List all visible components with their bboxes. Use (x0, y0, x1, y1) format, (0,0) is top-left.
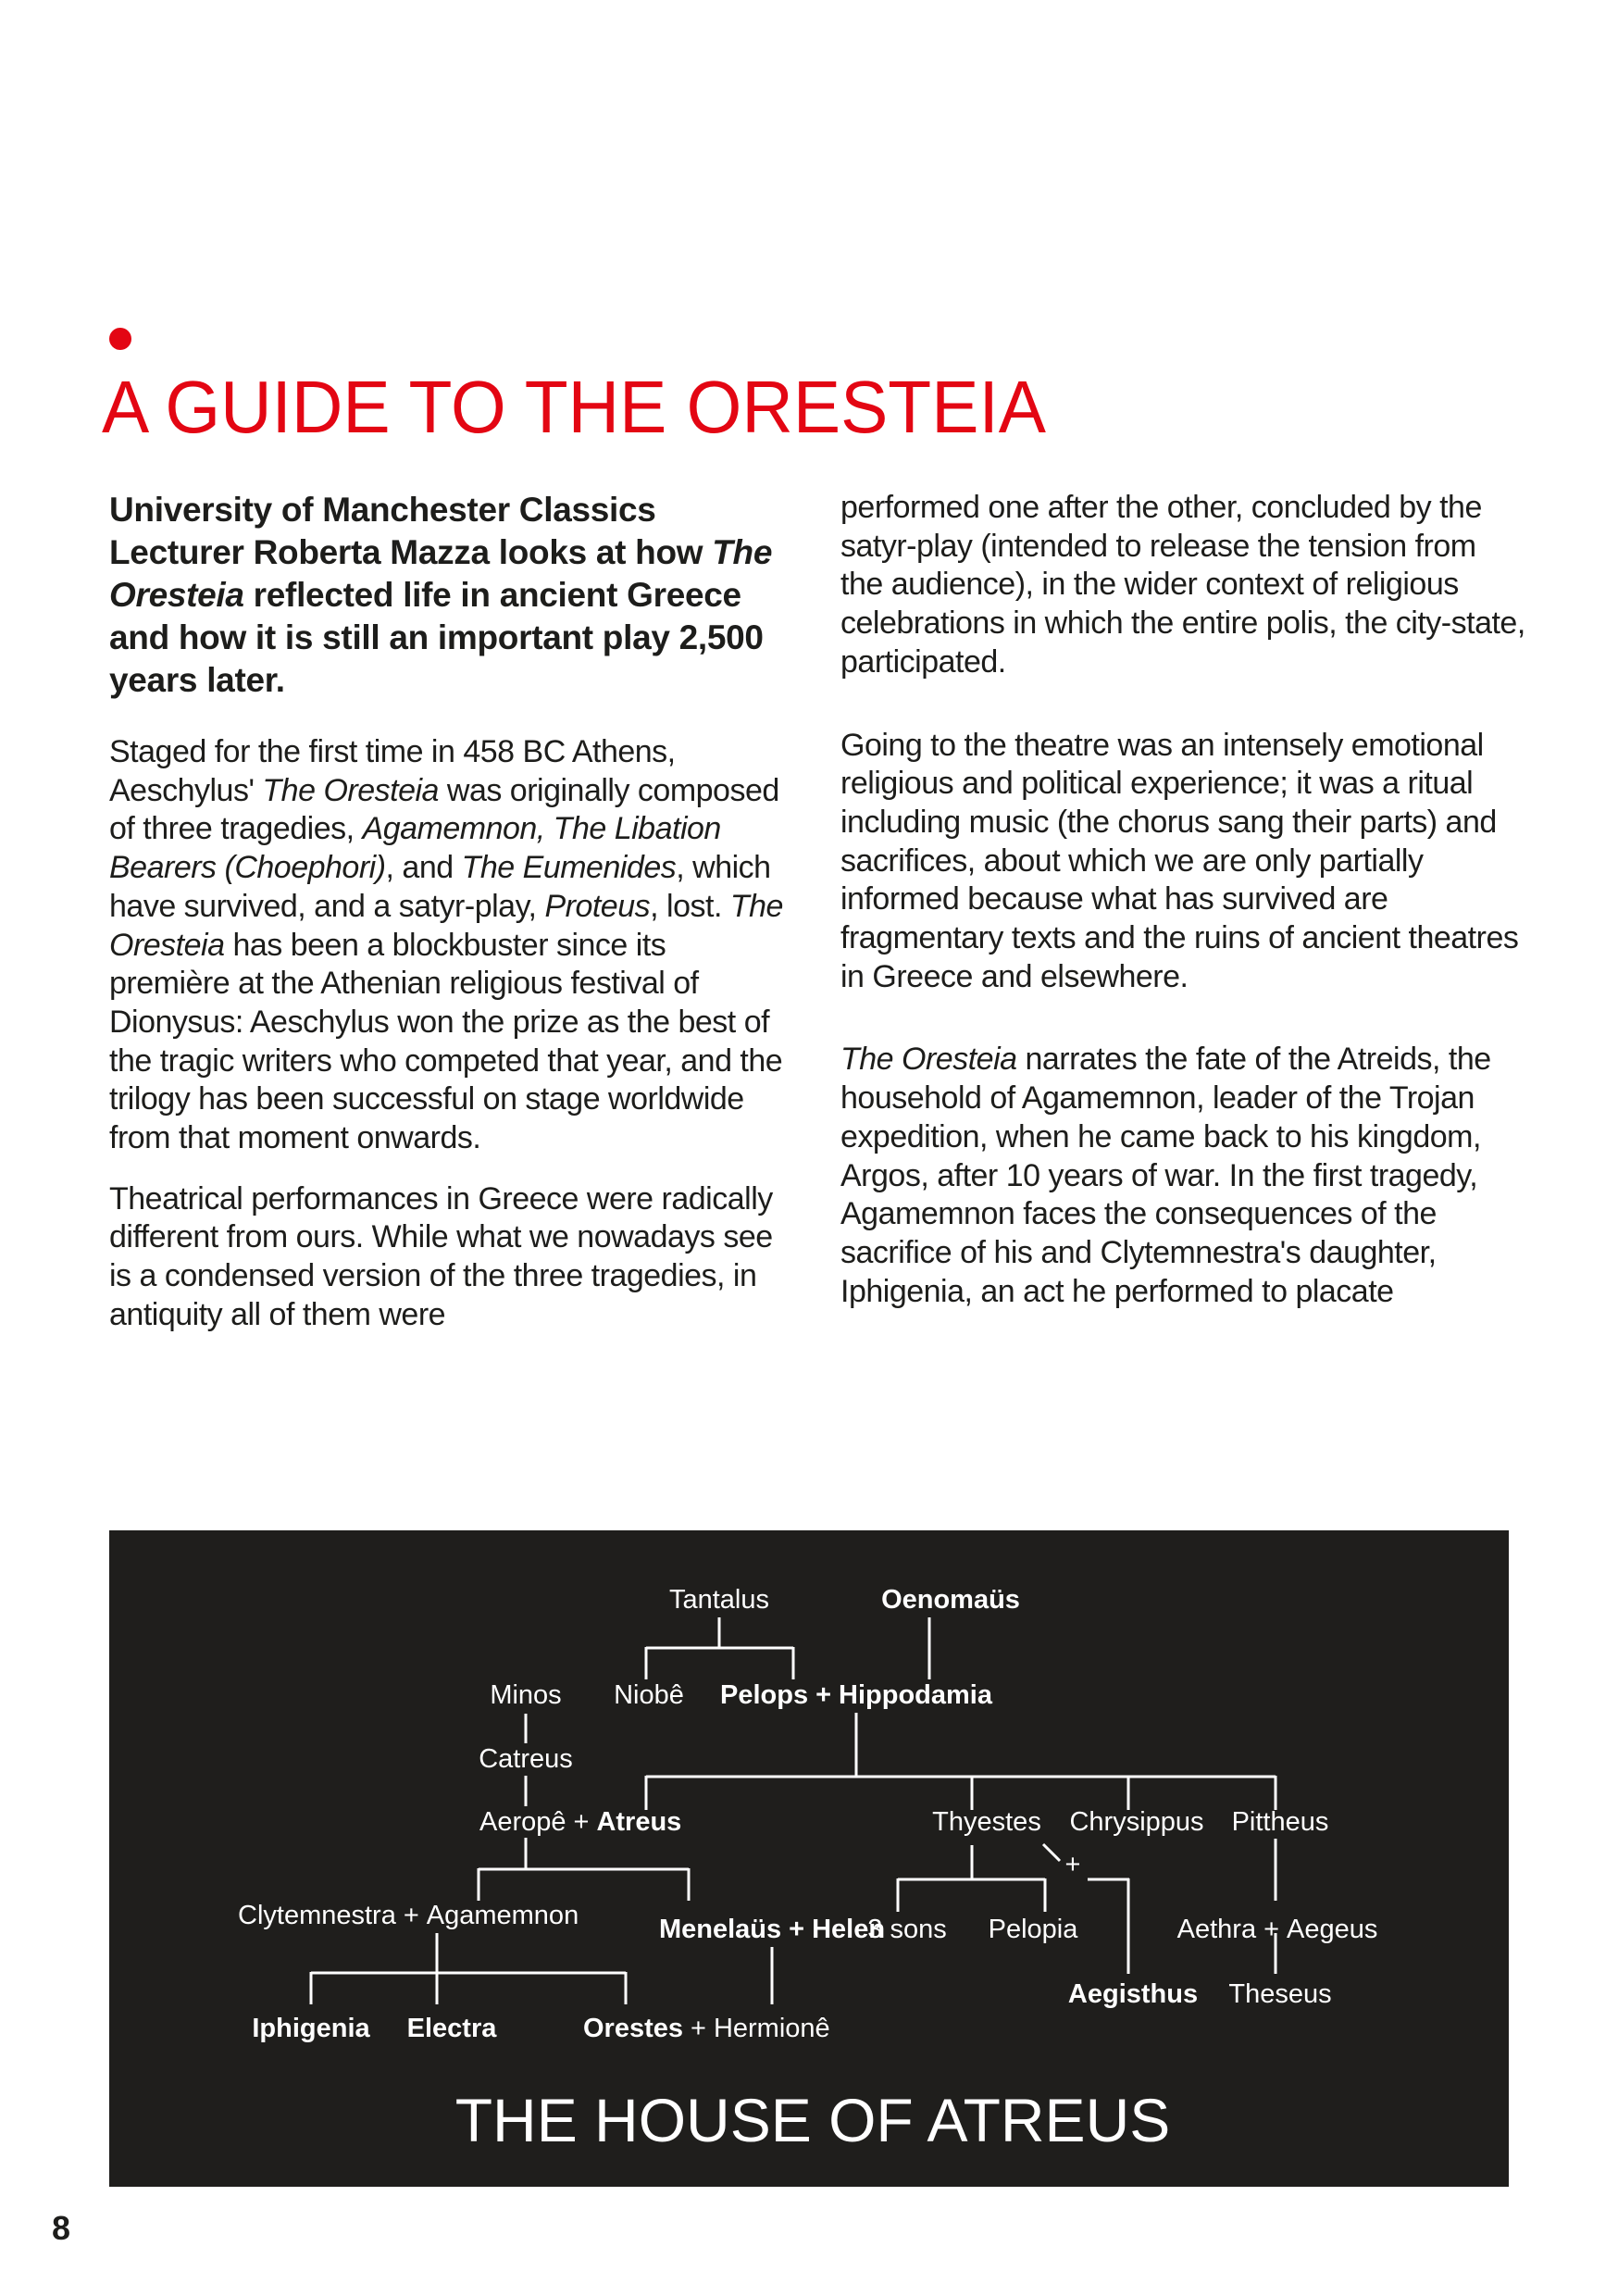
left-column (109, 489, 794, 1363)
body-paragraph: Theatrical performances in Greece were radically different from ours. While what we nowadays see is a condensed version of the three tragedies, in antiquity all of them were (109, 1180, 773, 1332)
lead-text: University of Manchester Classics Lecturer Roberta Mazza looks at how (109, 491, 713, 571)
person-catreus: Catreus (479, 1744, 573, 1774)
lead-paragraph (109, 489, 794, 702)
person-niobe: Niobê (614, 1680, 684, 1710)
red-bullet-icon (109, 328, 131, 350)
family-tree-title: THE HOUSE OF ATREUS (454, 2086, 1171, 2154)
person-pelopia: Pelopia (988, 1915, 1078, 1944)
family-tree-diagram (109, 1530, 1509, 2187)
couple-aethra-aegeus: Aethra + Aegeus (1176, 1915, 1378, 1944)
person-thyestes: Thyestes (932, 1807, 1041, 1837)
body-text: , and (385, 850, 462, 886)
person-minos: Minos (490, 1680, 562, 1710)
person-iphigenia: Iphigenia (252, 2014, 370, 2043)
page-number: 8 (52, 2209, 71, 2247)
person-tantalus: Tantalus (668, 1585, 770, 1615)
lead-italic-title: The Oresteia (109, 533, 773, 614)
couple-pelops-hippodamia: Pelops + Hippodamia (720, 1680, 992, 1710)
right-column (840, 489, 1525, 1355)
body-paragraph: performed one after the other, concluded by the satyr-play (intended to release the tension from the audience), in the wider context of religious celebrations in which the entire polis, the city-state, participated. (840, 490, 1525, 680)
italic-title: The Oresteia (109, 888, 783, 963)
page-title: A GUIDE TO THE ORESTEIA (102, 366, 1046, 448)
body-text: narrates the fate of the Atreids, the household of Agamemnon, leader of the Trojan expedition, when he came back to his kingdom, Argos, after 10 years of war. In the first tragedy, Agamemnon faces the consequences of the sacrifice of his and Clytemnestra's daughter, Iphigenia, an act he performed to placate (840, 1042, 1491, 1309)
person-oenomaus: Oenomaüs (881, 1585, 1020, 1615)
person-pittheus: Pittheus (1231, 1807, 1329, 1837)
couple-menelaus-helen: Menelaüs + Helen (658, 1915, 886, 1944)
person-aegisthus: Aegisthus (1067, 1979, 1199, 2009)
body-paragraph (109, 733, 794, 1158)
person-chrysippus: Chrysippus (1069, 1807, 1204, 1837)
body-text: was originally composed of three tragedies, (109, 772, 779, 847)
body-text: , which have survived, and a satyr-play, (109, 850, 771, 924)
couple-orestes-hermione: Orestes + Hermionê (583, 2014, 830, 2043)
couple-aerope-atreus: Aeropê + Atreus (479, 1807, 682, 1837)
person-theseus: Theseus (1228, 1979, 1332, 2009)
body-paragraph (840, 1041, 1525, 1311)
italic-title: The Eumenides (461, 850, 677, 886)
italic-title: Proteus (544, 888, 651, 924)
body-text: has been a blockbuster since its première at the Athenian religious festival of Dionysus: Aeschylus won the prize as the best of the tragic writers who competed that year, and the trilogy has been successful on stage worldwide from that moment onwards. (109, 927, 783, 1156)
family-tree-panel (109, 1530, 1509, 2187)
union-plus: + (1064, 1850, 1081, 1879)
person-three-sons: 3 sons (867, 1915, 947, 1944)
lead-text: reflected life in ancient Greece and how it is still an important play 2,500 years later. (109, 576, 764, 699)
italic-title: The Oresteia (262, 772, 439, 808)
couple-clytemnestra-agamemnon: Clytemnestra + Agamemnon (238, 1901, 579, 1930)
person-electra: Electra (406, 2014, 497, 2043)
body-paragraph: Going to the theatre was an intensely emotional religious and political experience; it was a ritual including music (the chorus sang their parts) and sacrifices, about which we are only partially informed because what has survived are fragmentary texts and the ruins of ancient theatres in Greece and elsewhere. (840, 727, 1519, 994)
body-text: , lost. (650, 888, 730, 924)
body-text: Staged for the first time in 458 BC Athens, Aeschylus' (109, 734, 676, 808)
tree-connector (1043, 1844, 1060, 1861)
italic-title: Agamemnon, The Libation Bearers (Choephori) (109, 811, 721, 886)
italic-title: The Oresteia (840, 1042, 1017, 1078)
